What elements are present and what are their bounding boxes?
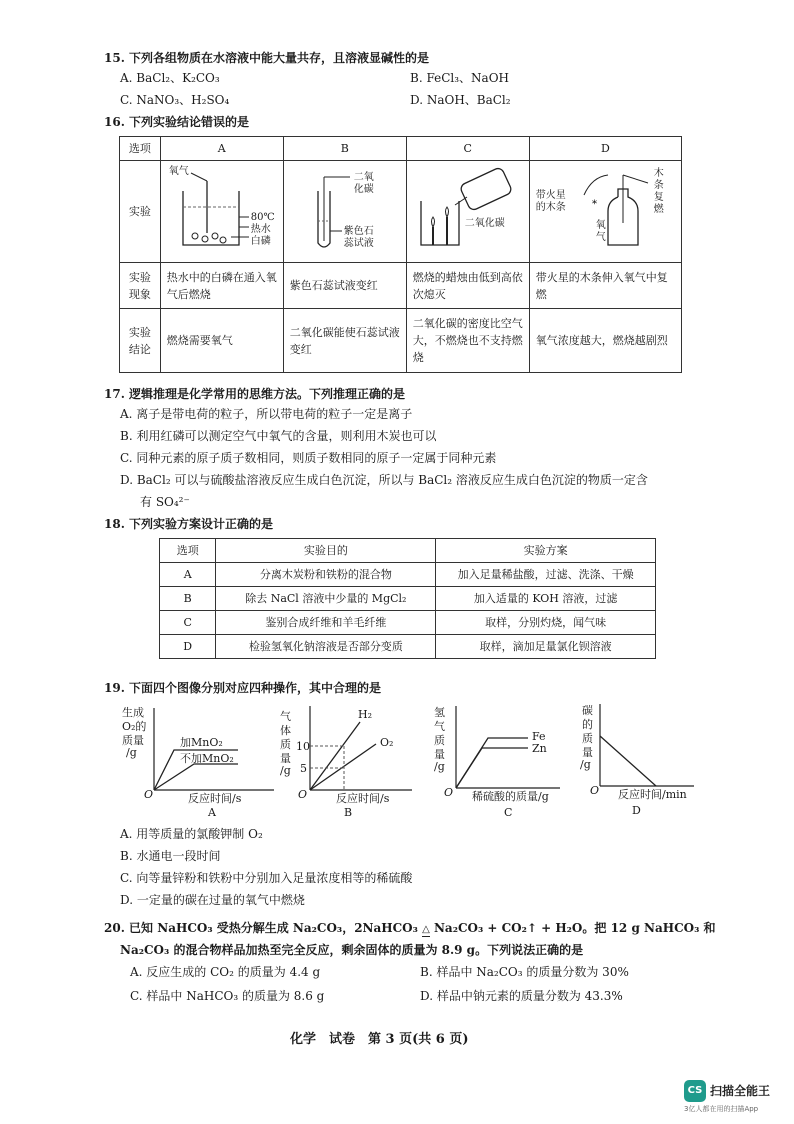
graph-c-ylabel-5: /g: [434, 760, 445, 773]
q19-graph-a: [118, 702, 278, 820]
graph-a-xlabel: 反应时间/s: [188, 792, 242, 805]
q19-option-d: D. 一定量的碳在过量的氧气中燃烧: [120, 893, 305, 907]
q16-conclusion-c: 二氧化碳的密度比空气大，不燃烧也不支持燃烧: [406, 309, 529, 373]
q20-heat-condition: △: [422, 924, 430, 935]
q18-purpose-b: 除去 NaCl 溶液中少量的 MgCl₂: [216, 587, 436, 611]
graph-b-ylabel-2: 体: [280, 724, 291, 737]
candles-co2-diagram: [407, 161, 529, 257]
label-co2-a: 二氧: [353, 172, 374, 183]
graph-a-series-2: 不加MnO₂: [180, 752, 234, 765]
graph-a-caption: A: [208, 806, 216, 819]
q16-phenomenon-d: 带火星的木条伸入氧气中复燃: [529, 263, 681, 309]
q18-option-b: B: [160, 587, 216, 611]
graph-b-origin: O: [298, 788, 308, 801]
q19-graph-d: [578, 702, 698, 820]
q20-option-a: A. 反应生成的 CO₂ 的质量为 4.4 g: [130, 965, 321, 979]
q19-graph-c: [434, 702, 564, 820]
graph-a-origin: O: [144, 788, 154, 801]
camscanner-title: 扫描全能王: [710, 1084, 771, 1098]
label-glowing-a: 带火星: [535, 190, 566, 201]
graph-b-xlabel: 反应时间/s: [336, 792, 390, 805]
q20-stem-line1: [104, 920, 716, 937]
graph-a-ylabel-2: O₂的: [122, 720, 147, 733]
graph-b-ylabel-3: 质: [280, 738, 291, 751]
q16-table: [119, 136, 682, 373]
q15-stem: 15. 下列各组物质在水溶液中能大量共存，且溶液显碱性的是: [104, 51, 430, 65]
q20-stem-part-a: 20. 已知 NaHCO₃ 受热分解生成 Na₂CO₃，2NaHCO₃: [104, 921, 423, 935]
graph-d-origin: O: [590, 784, 600, 797]
graph-a-ylabel-4: /g: [126, 746, 137, 759]
label-glowing-b: 的木条: [535, 202, 566, 213]
label-white-phosphorus: 白磷: [250, 236, 271, 247]
q18-plan-a: 加入足量稀盐酸，过滤、洗涤、干燥: [436, 563, 656, 587]
graph-b-series-h2: H₂: [358, 708, 373, 721]
label-rekindle-3: 复: [653, 192, 664, 203]
q18-purpose-d: 检验氢氧化钠溶液是否部分变质: [216, 635, 436, 659]
label-80c: 80℃: [250, 212, 275, 223]
graph-a-ylabel-3: 质量: [122, 734, 144, 747]
q15-option-d: D. NaOH、BaCl₂: [410, 93, 511, 107]
q16-header-b: B: [283, 137, 406, 161]
q18-purpose-a: 分离木炭粉和铁粉的混合物: [216, 563, 436, 587]
q17-option-a: A. 离子是带电荷的粒子，所以带电荷的粒子一定是离子: [120, 407, 413, 421]
q18-purpose-c: 鉴别合成纤维和羊毛纤维: [216, 611, 436, 635]
graph-b-ylabel-5: /g: [280, 764, 291, 777]
graph-d-ylabel-3: 质: [582, 732, 593, 745]
q18-plan-d: 取样，滴加足量氯化钡溶液: [436, 635, 656, 659]
label-co2-c: 二氧化碳: [464, 218, 505, 229]
svg-text:*: *: [591, 199, 597, 210]
q18-option-a: A: [160, 563, 216, 587]
q16-row-experiment: 实验: [120, 161, 161, 263]
label-oxygen: 氧气: [168, 166, 189, 177]
graph-b-series-o2: O₂: [380, 736, 394, 749]
graph-d-caption: D: [632, 804, 641, 817]
label-rekindle-4: 燃: [653, 204, 664, 215]
q16-row-conclusion: 实验 结论: [120, 309, 161, 373]
q18-header-purpose: 实验目的: [216, 539, 436, 563]
q20-option-d: D. 样品中钠元素的质量分数为 43.3%: [420, 989, 623, 1003]
q20-stem-line2: Na₂CO₃ 的混合物样品加热至完全反应，剩余固体的质量为 8.9 g。下列说法正确的是: [120, 943, 584, 957]
graph-d-ylabel-4: 量: [582, 746, 593, 759]
q18-option-c: C: [160, 611, 216, 635]
q15-option-b: B. FeCl₃、NaOH: [410, 71, 510, 85]
q16-diagram-c: [406, 161, 529, 263]
q16-phenomenon-a: 热水中的白磷在通入氧气后燃烧: [160, 263, 283, 309]
q16-header-a: A: [160, 137, 283, 161]
q16-diagram-a: [160, 161, 283, 263]
q17-option-c: C. 同种元素的原子质子数相同，则质子数相同的原子一定属于同种元素: [120, 451, 497, 465]
camscanner-watermark: [684, 1080, 790, 1116]
label-co2-b: 化碳: [353, 184, 374, 195]
q17-option-b: B. 利用红磷可以测定空气中氧气的含量，则利用木炭也可以: [120, 429, 437, 443]
q16-conclusion-a: 燃烧需要氧气: [160, 309, 283, 373]
graph-d-xlabel: 反应时间/min: [618, 788, 687, 801]
graph-b-tick-10: 10: [296, 740, 310, 753]
label-rekindle-2: 条: [653, 180, 664, 191]
q15-option-c: C. NaNO₃、H₂SO₄: [120, 93, 230, 107]
q18-plan-b: 加入适量的 KOH 溶液，过滤: [436, 587, 656, 611]
graph-b-ylabel-1: 气: [280, 710, 291, 723]
graph-c-series-fe: Fe: [532, 730, 546, 743]
q15-option-a: A. BaCl₂、K₂CO₃: [120, 71, 220, 85]
label-hot-water: 热水: [250, 224, 271, 235]
q16-conclusion-b: 二氧化碳能使石蕊试液变红: [283, 309, 406, 373]
camscanner-logo-icon: CS: [684, 1080, 706, 1102]
q19-option-c: C. 向等量锌粉和铁粉中分别加入足量浓度相等的稀硫酸: [120, 871, 413, 885]
graph-c-ylabel-3: 质: [434, 734, 445, 747]
q20-stem-part-b: Na₂CO₃ + CO₂↑ + H₂O。把 12 g NaHCO₃ 和: [429, 921, 716, 935]
q18-plan-c: 取样，分别灼烧，闻气味: [436, 611, 656, 635]
graph-d-ylabel-5: /g: [580, 758, 591, 771]
q16-diagram-b: [283, 161, 406, 263]
q20-option-c: C. 样品中 NaHCO₃ 的质量为 8.6 g: [130, 989, 325, 1003]
q18-table: [159, 538, 656, 659]
graph-b-ylabel-4: 量: [280, 752, 291, 765]
graph-d-plot: [578, 702, 698, 820]
q16-diagram-d: [529, 161, 681, 263]
graph-c-xlabel: 稀硫酸的质量/g: [472, 790, 549, 803]
q16-header-c: C: [406, 137, 529, 161]
page-footer: 化学 试卷 第 3 页(共 6 页): [290, 1032, 469, 1047]
label-rekindle-1: 木: [653, 168, 664, 179]
graph-c-ylabel-4: 量: [434, 748, 445, 761]
q17-option-d-line2: 有 SO₄²⁻: [140, 495, 190, 509]
q16-phenomenon-c: 燃烧的蜡烛由低到高依次熄灭: [406, 263, 529, 309]
graph-c-ylabel-1: 氢: [434, 706, 445, 719]
q19-option-a: A. 用等质量的氯酸钾制 O₂: [120, 827, 263, 841]
label-litmus-b: 蕊试液: [343, 238, 374, 249]
label-oxygen-d-1: 氧: [595, 220, 606, 231]
q16-row-phenomenon: 实验 现象: [120, 263, 161, 309]
graph-a-ylabel-1: 生成: [122, 706, 144, 719]
graph-c-series-zn: Zn: [532, 742, 547, 755]
label-oxygen-d-2: 气: [595, 232, 606, 243]
q18-option-d: D: [160, 635, 216, 659]
q17-stem: 17. 逻辑推理是化学常用的思维方法。下列推理正确的是: [104, 387, 406, 401]
q16-conclusion-d: 氧气浓度越大，燃烧越剧烈: [529, 309, 681, 373]
q17-option-d-line1: D. BaCl₂ 可以与硫酸盐溶液反应生成白色沉淀，所以与 BaCl₂ 溶液反应生成白色沉淀的物质一定含: [120, 473, 648, 487]
graph-b-tick-5: 5: [300, 762, 307, 775]
graph-d-ylabel-2: 的: [582, 718, 593, 731]
camscanner-subtitle: 3亿人都在用的扫描App: [684, 1105, 759, 1113]
label-litmus-a: 紫色石: [343, 226, 374, 237]
graph-a-series-1: 加MnO₂: [180, 736, 223, 749]
q16-header-d: D: [529, 137, 681, 161]
graph-c-caption: C: [504, 806, 513, 819]
q16-phenomenon-b: 紫色石蕊试液变红: [283, 263, 406, 309]
graph-d-ylabel-1: 碳: [582, 704, 593, 717]
q16-stem: 16. 下列实验结论错误的是: [104, 115, 250, 129]
q18-header-plan: 实验方案: [436, 539, 656, 563]
graph-c-ylabel-2: 气: [434, 720, 445, 733]
q19-stem: 19. 下面四个图像分别对应四种操作，其中合理的是: [104, 681, 382, 695]
graph-b-caption: B: [344, 806, 353, 819]
q18-header-option: 选项: [160, 539, 216, 563]
q19-graph-b: [280, 702, 416, 820]
q18-stem: 18. 下列实验方案设计正确的是: [104, 517, 274, 531]
q16-header-option: 选项: [120, 137, 161, 161]
q20-option-b: B. 样品中 Na₂CO₃ 的质量分数为 30%: [420, 965, 629, 979]
q19-option-b: B. 水通电一段时间: [120, 849, 221, 863]
graph-c-origin: O: [444, 786, 454, 799]
